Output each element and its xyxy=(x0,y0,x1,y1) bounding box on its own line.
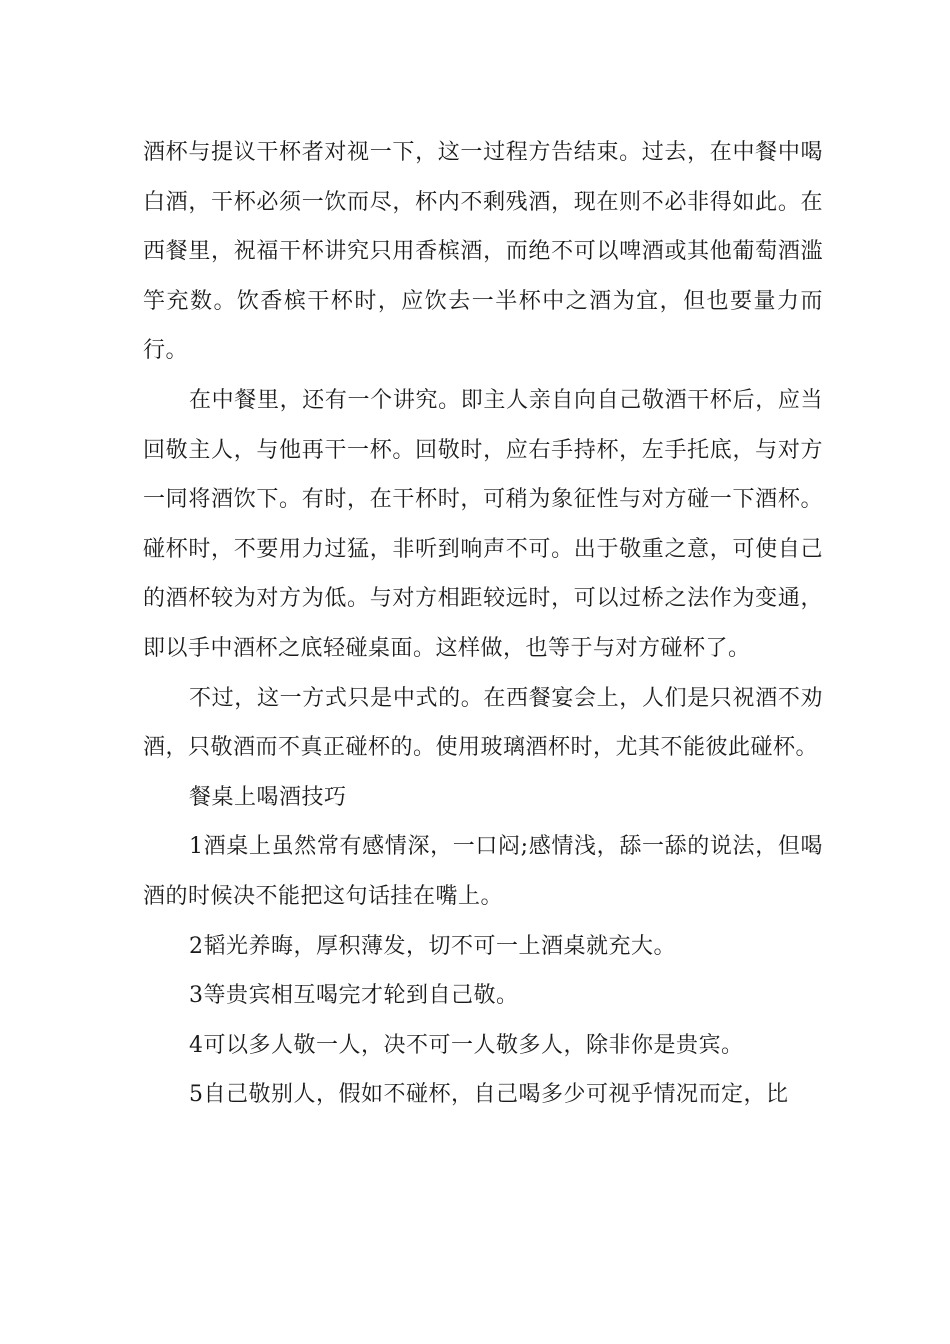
paragraph-3: 不过，这一方式只是中式的。在西餐宴会上，人们是只祝酒不劝酒，只敬酒而不真正碰杯的。使用玻璃酒杯时，尤其不能彼此碰杯。 xyxy=(143,685,823,761)
paragraph-1: 酒杯与提议干杯者对视一下，这一过程方告结束。过去，在中餐中喝白酒，干杯必须一饮而尽，杯内不剩残酒，现在则不必非得如此。在西餐里，祝福干杯讲究只用香槟酒，而绝不可以啤酒或其他葡萄酒滥竽充数。饮香槟干杯时，应饮去一半杯中之酒为宜，但也要量力而行。 xyxy=(143,140,823,364)
tip-2: 2韬光养晦，厚积薄发，切不可一上酒桌就充大。 xyxy=(189,933,676,959)
tip-4: 4可以多人敬一人，决不可一人敬多人，除非你是贵宾。 xyxy=(189,1032,744,1058)
section-heading: 餐桌上喝酒技巧 xyxy=(189,784,347,810)
tip-5: 5自己敬别人，假如不碰杯，自己喝多少可视乎情况而定，比 xyxy=(189,1082,789,1108)
tip-1: 1酒桌上虽然常有感情深，一口闷;感情浅，舔一舔的说法，但喝酒的时候决不能把这句话挂在嘴上。 xyxy=(143,834,823,909)
paragraph-2: 在中餐里，还有一个讲究。即主人亲自向自己敬酒干杯后，应当回敬主人，与他再干一杯。回敬时，应右手持杯，左手托底，与对方一同将酒饮下。有时，在干杯时，可稍为象征性与对方碰一下酒杯。碰杯时，不要用力过猛，非听到响声不可。出于敬重之意，可使自己的酒杯较为对方为低。与对方相距较远时，可以过桥之法作为变通，即以手中酒杯之底轻碰桌面。这样做，也等于与对方碰杯了。 xyxy=(143,387,823,661)
document-body xyxy=(143,128,823,1120)
tip-3: 3等贵宾相互喝完才轮到自己敬。 xyxy=(189,983,519,1009)
